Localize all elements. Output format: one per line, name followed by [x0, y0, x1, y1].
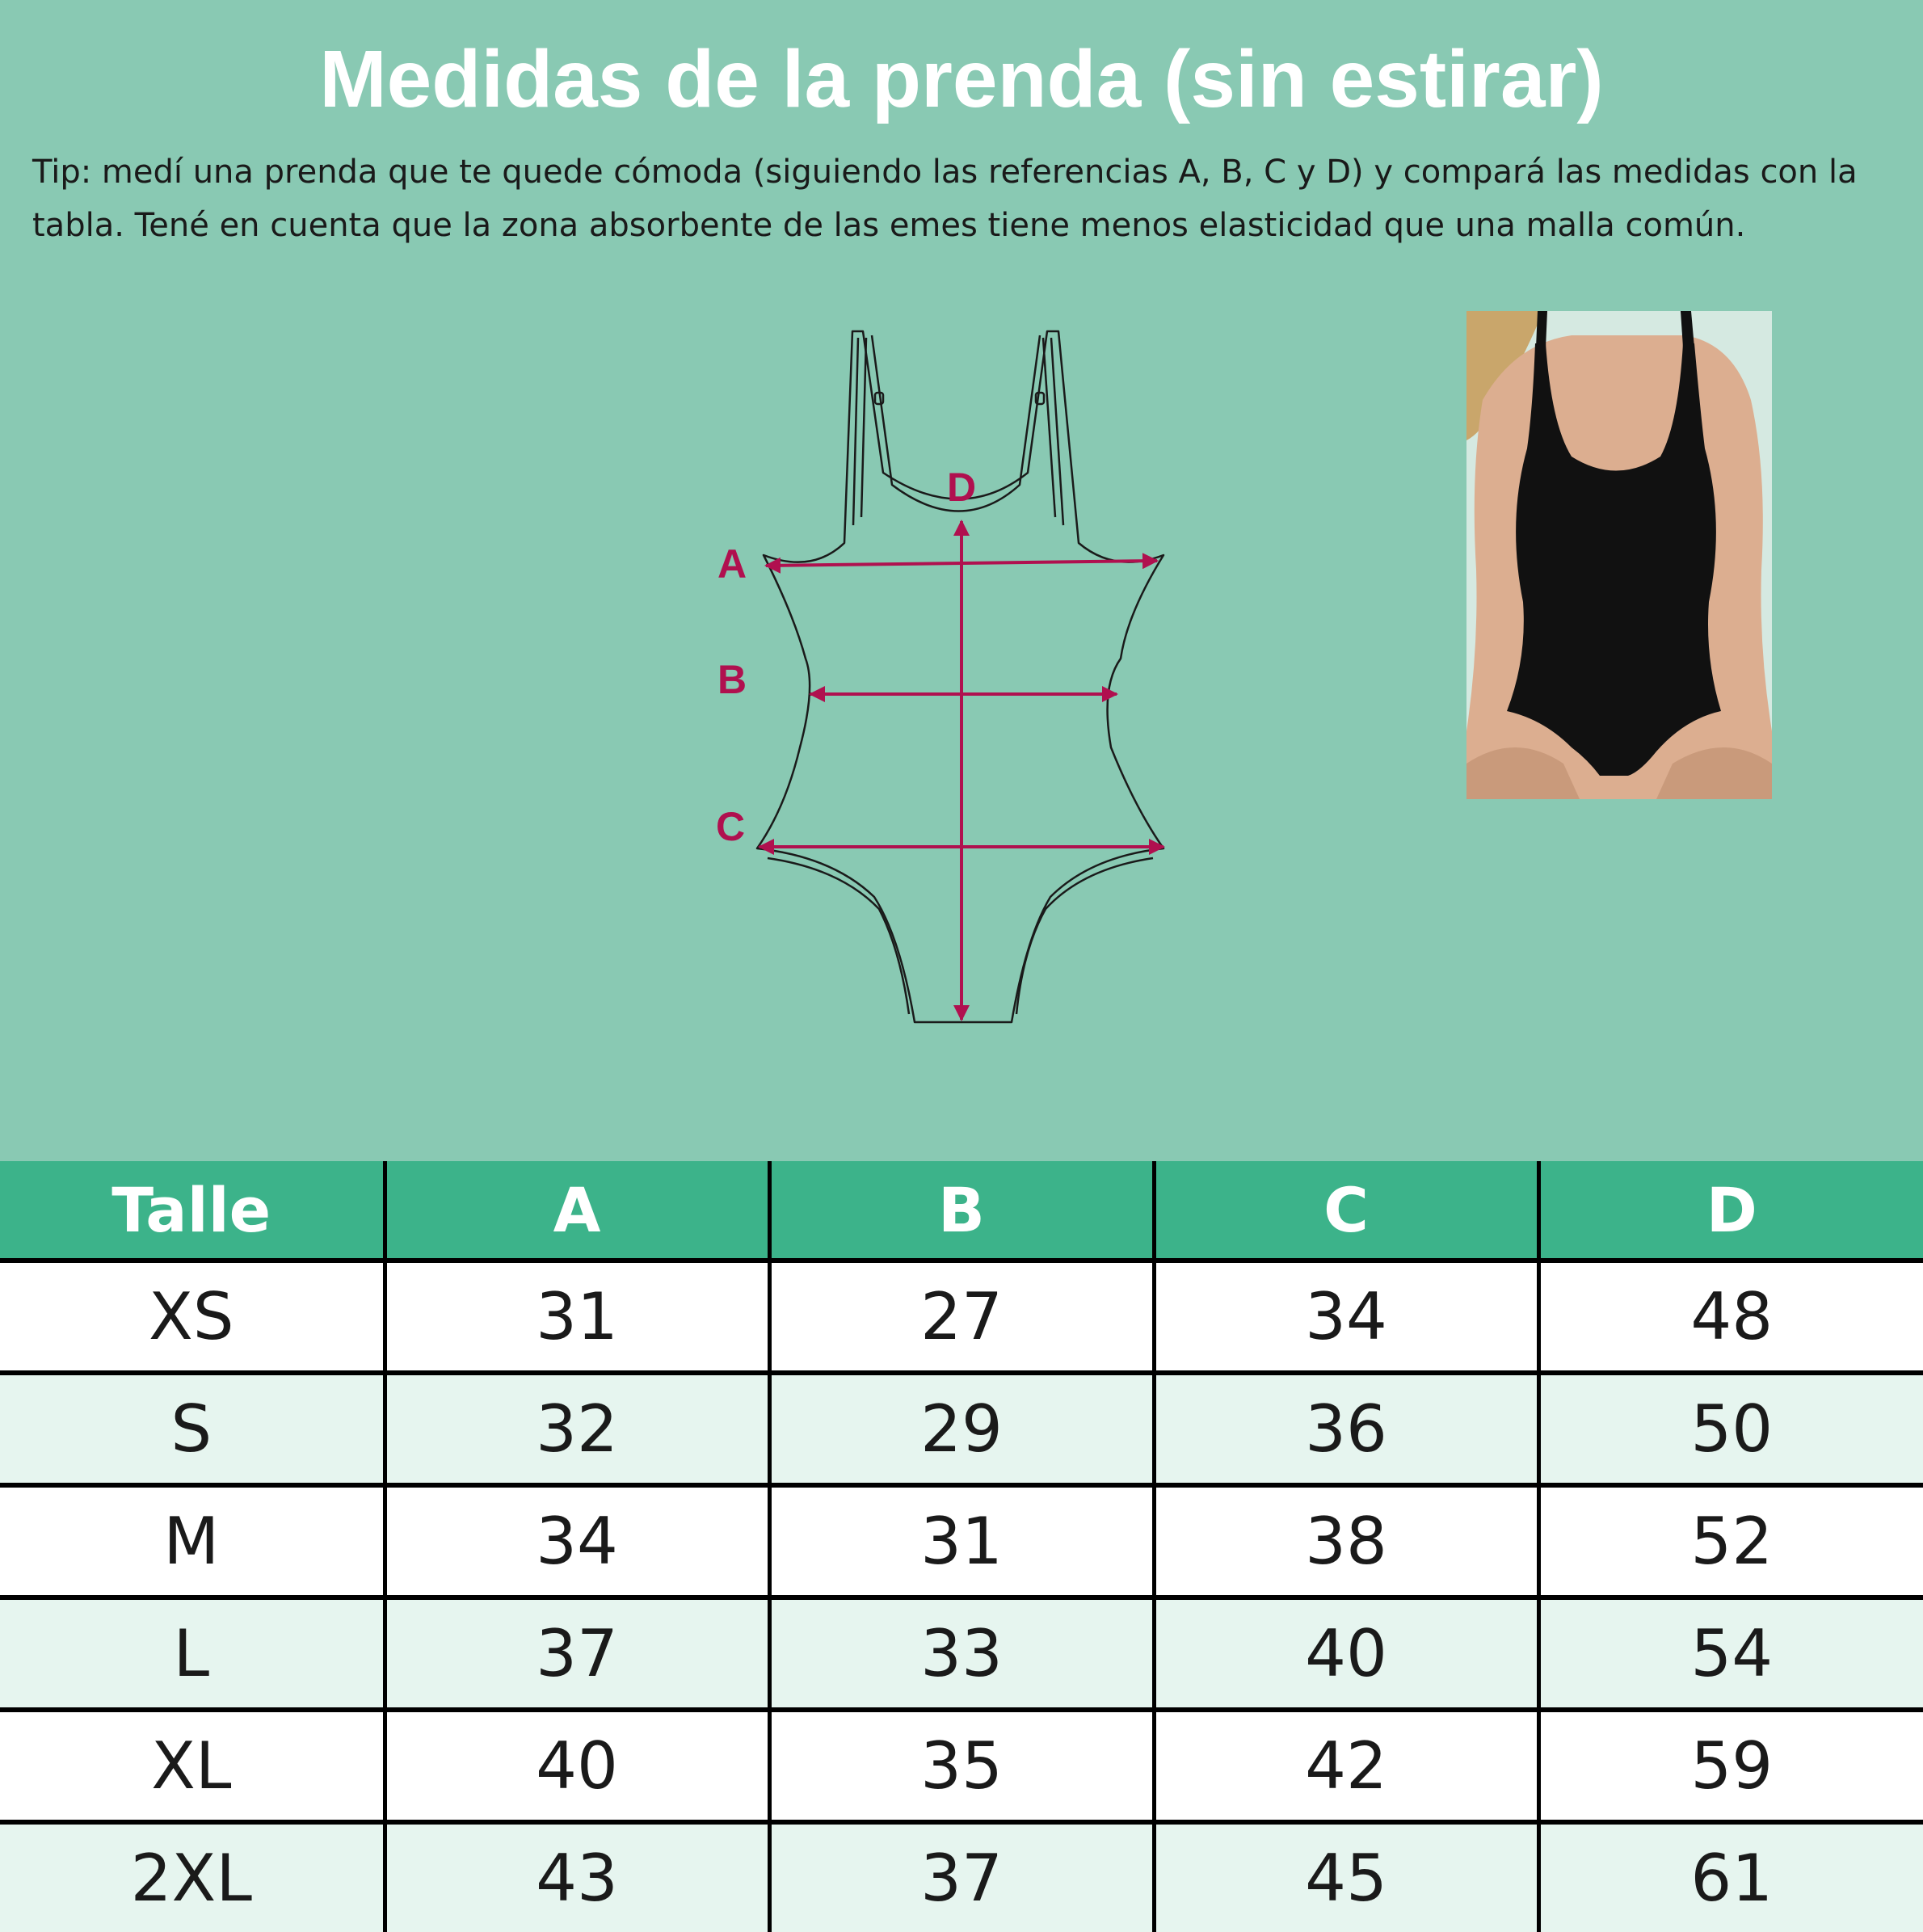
cell-talle: M: [0, 1485, 385, 1597]
header-talle: Talle: [0, 1161, 385, 1261]
cell-a: 40: [385, 1710, 769, 1822]
cell-b: 29: [769, 1373, 1154, 1485]
page-title: Medidas de la prenda (sin estirar): [319, 34, 1604, 124]
table-row: [0, 1485, 1923, 1597]
size-table: [0, 1161, 1923, 1932]
cell-talle: S: [0, 1373, 385, 1485]
cell-a: 34: [385, 1485, 769, 1597]
cell-d: 54: [1538, 1597, 1923, 1710]
cell-d: 48: [1538, 1261, 1923, 1373]
cell-c: 42: [1154, 1710, 1538, 1822]
cell-talle: L: [0, 1597, 385, 1710]
header-b: B: [769, 1161, 1154, 1261]
measure-arrows: [760, 521, 1163, 1020]
label-c: C: [716, 804, 746, 849]
cell-d: 50: [1538, 1373, 1923, 1485]
cell-a: 37: [385, 1597, 769, 1710]
cell-b: 27: [769, 1261, 1154, 1373]
cell-d: 61: [1538, 1822, 1923, 1932]
cell-talle: XS: [0, 1261, 385, 1373]
model-photo: [1466, 311, 1772, 799]
header-a: A: [385, 1161, 769, 1261]
table-row: [0, 1710, 1923, 1822]
cell-c: 34: [1154, 1261, 1538, 1373]
table-row: [0, 1822, 1923, 1932]
cell-c: 38: [1154, 1485, 1538, 1597]
table-row: [0, 1373, 1923, 1485]
cell-c: 40: [1154, 1597, 1538, 1710]
cell-c: 45: [1154, 1822, 1538, 1932]
cell-b: 31: [769, 1485, 1154, 1597]
cell-d: 59: [1538, 1710, 1923, 1822]
table-row: [0, 1261, 1923, 1373]
cell-a: 32: [385, 1373, 769, 1485]
cell-d: 52: [1538, 1485, 1923, 1597]
label-a: A: [717, 541, 747, 587]
cell-b: 33: [769, 1597, 1154, 1710]
label-b: B: [717, 657, 747, 702]
cell-a: 43: [385, 1822, 769, 1932]
tip-text: Tip: medí una prenda que te quede cómoda (siguiendo las referencias A, B, C y D) y compará las medidas con la tabla. Tené en cuenta que la zona absorbente de las emes tiene menos elasticidad que una malla común.: [32, 154, 1858, 244]
cell-c: 36: [1154, 1373, 1538, 1485]
header-d: D: [1538, 1161, 1923, 1261]
cell-talle: XL: [0, 1710, 385, 1822]
label-d: D: [947, 465, 977, 510]
table-row: [0, 1597, 1923, 1710]
cell-b: 37: [769, 1822, 1154, 1932]
cell-a: 31: [385, 1261, 769, 1373]
header-c: C: [1154, 1161, 1538, 1261]
swimsuit-diagram: [703, 315, 1188, 1034]
table-header-row: [0, 1161, 1923, 1261]
cell-b: 35: [769, 1710, 1154, 1822]
cell-talle: 2XL: [0, 1822, 385, 1932]
